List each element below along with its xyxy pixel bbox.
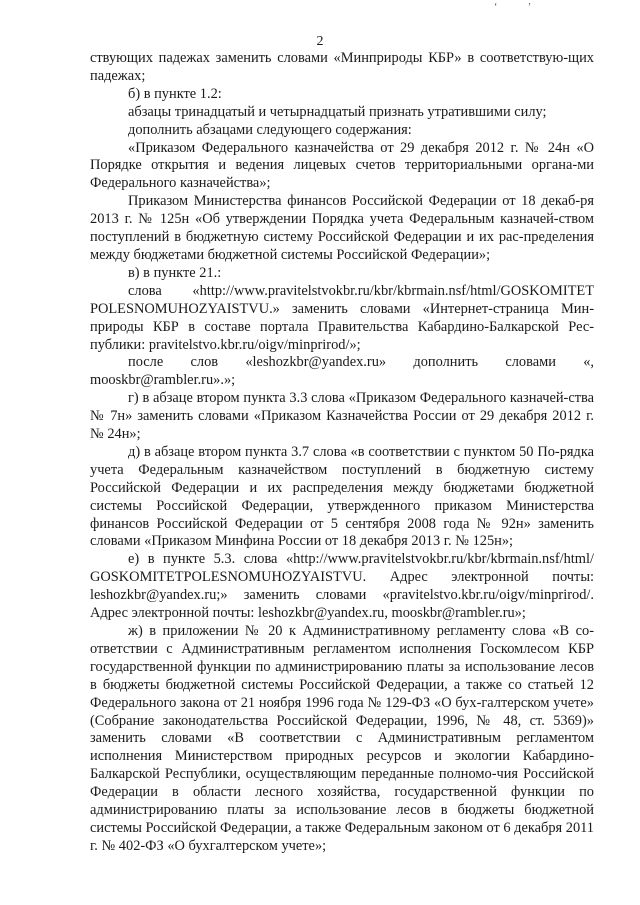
paragraph: ж) в приложении № 20 к Административному регламенту слова «В со-ответствии с Административным регламентом исполнения Госкомлесом КБР государственной функции по администрированию платы за использование лесов в бюджеты бюджетной системы Российской Федерации, а также со статьей 12 Федерального закона от 21 ноября 1996 года № 129-ФЗ «О бух-галтерском учете» (Собрание законодательства Российской Федерации, 1996, № 48, ст. 5369)» заменить словами «В соответствии с Административным регламентом исполнения Министерством природных ресурсов и экологии Кабардино-Балкарской Республики, осуществляющим переданные полномо-чия Российской Федерации в области лесного хозяйства, государственной функции по администрированию платы за использование лесов в бюджеты бюджетной системы Российской Федерации, а также Федеральным законом от 6 декабря 2011 г. № 402-ФЗ «О бухгалтерском учете»;	[90, 623, 594, 854]
paragraph: Приказом Министерства финансов Российской Федерации от 18 декаб-ря 2013 г. № 125н «Об утверждении Порядка учета Федеральным казначей-ством поступлений в бюджетную систему Российской Федерации и их рас-пределения между бюджетами бюджетной системы Российской Федерации»;	[90, 193, 594, 263]
paragraph: в) в пункте 21.:	[128, 264, 222, 281]
paragraph: дополнить абзацами следующего содержания:	[128, 121, 412, 138]
paragraph: слова «http://www.pravitelstvokbr.ru/kbr/kbrmain.nsf/html/GOSKOMITET POLESNOMUHOZYAISTVU.» заменить словами «Интернет-страница Мин-природы КБР в составе портала Правительства Кабардино-Балкарской Рес-публики: pravitelstvo.kbr.ru/oigv/minprirod/»;	[90, 282, 594, 353]
paragraph: е) в пункте 5.3. слова «http://www.pravitelstvokbr.ru/kbr/kbrmain.nsf/html/ GOSKOMITETPOLESNOMUHOZYAISTVU. Адрес электронной почты: leshozkbr@yandex.ru;» заменить словами «pravitelstvo.kbr.ru/oigv/minprirod/. Адрес электронной почты: leshozkbr@yandex.ru, mooskbr@rambler.ru»;	[90, 551, 594, 622]
corner-marks: ‘ ’	[494, 2, 546, 13]
paragraph: б) в пункте 1.2:	[128, 85, 222, 102]
paragraph: после слов «leshozkbr@yandex.ru» дополнить словами «, mooskbr@rambler.ru».»;	[90, 354, 594, 389]
paragraph: д) в абзаце втором пункта 3.7 слова «в соответствии с пунктом 50 По-рядка учета Федеральным казначейством поступлений в бюджетную систему Российской Федерации и их распределения между бюджетами бюджетной системы Российской Федерации, утвержденного приказом Министерства финансов Российской Федерации от 5 сентября 2008 года № 92н» заменить словами «Приказом Минфина России от 18 декабря 2013 г. № 125н»;	[90, 443, 594, 550]
document-body	[90, 50, 594, 856]
paragraph: г) в абзаце втором пункта 3.3 слова «Приказом Федерального казначей-ства № 7н» заменить словами «Приказом Казначейства России от 29 декабря 2012 г. № 24н»;	[90, 390, 594, 443]
page-number: 2	[316, 34, 324, 49]
paragraph: «Приказом Федерального казначейства от 29 декабря 2012 г. № 24н «О Порядке открытия и ведения лицевых счетов территориальными органа-ми Федерального казначейства»;	[90, 139, 594, 192]
paragraph: ствующих падежах заменить словами «Минприроды КБР» в соответствую-щих падежах;	[90, 50, 594, 84]
paragraph: абзацы тринадцатый и четырнадцатый признать утратившими силу;	[128, 103, 547, 120]
